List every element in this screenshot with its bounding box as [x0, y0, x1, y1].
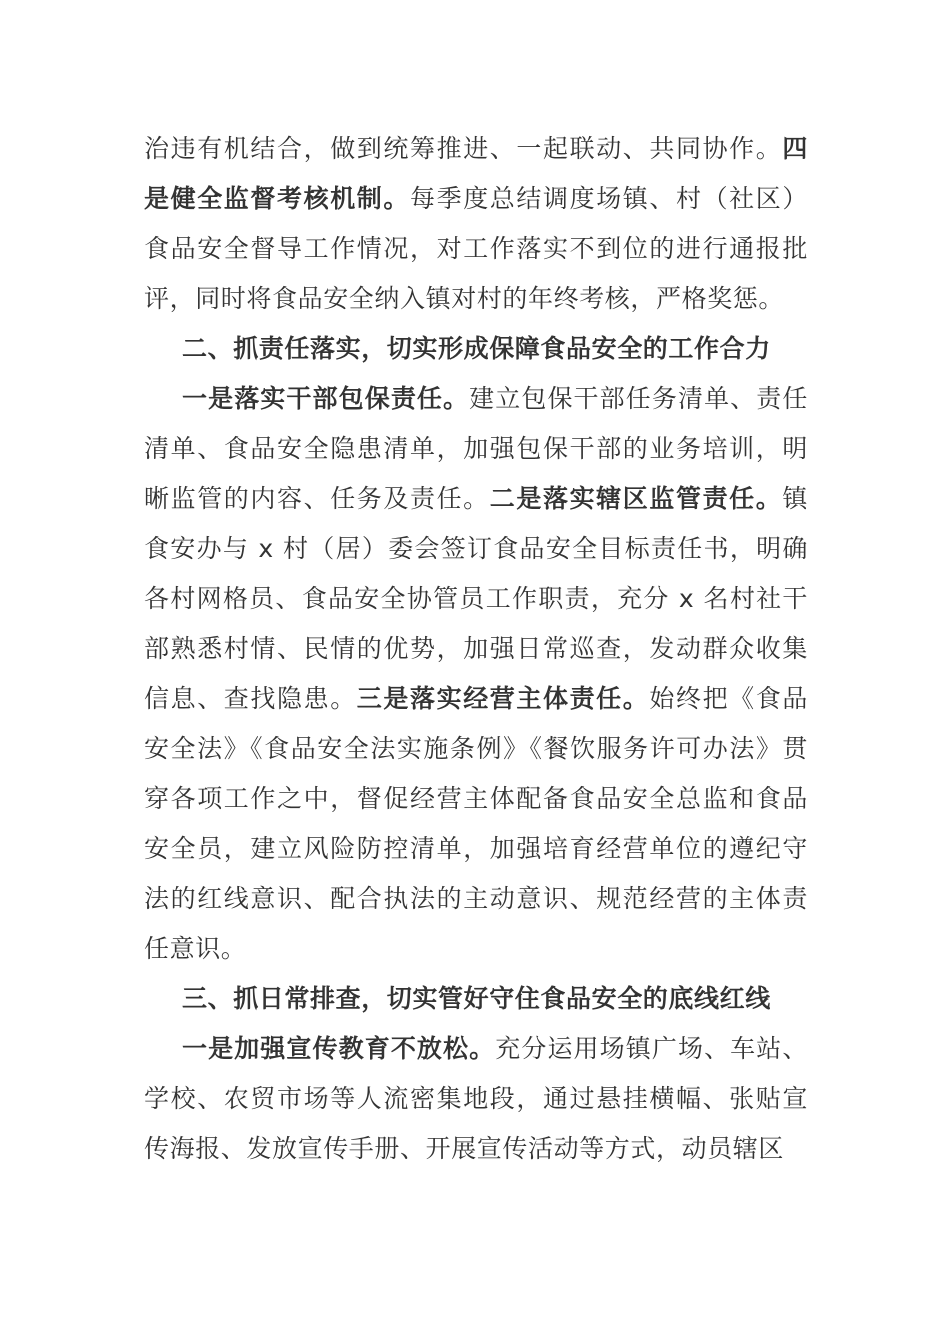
- bold-lead-phrase: 一是加强宣传教育不放松。: [182, 1034, 496, 1063]
- bold-lead-phrase: 一是落实干部包保责任。: [182, 384, 470, 413]
- bold-lead-phrase: 二是落实辖区监管责任。: [489, 484, 783, 513]
- section-heading-3: 三、抓日常排查，切实管好守住食品安全的底线红线: [182, 984, 771, 1013]
- text-segment: 镇食安办与 x 村（居）委会签订食品安全目标责任书，明确各村网格员、食品安全协管员工作职责，充分 x 名村社干部熟悉村情、民情的优势，加强日常巡查，发动群众收集信息、查找隐患。: [144, 484, 808, 713]
- section-heading-2: 二、抓责任落实，切实形成保障食品安全的工作合力: [182, 334, 771, 363]
- paragraph-inspection: [144, 1024, 808, 1174]
- paragraph-continuation: [144, 124, 808, 324]
- text-segment: 治违有机结合，做到统筹推进、一起联动、共同协作。: [144, 134, 783, 163]
- text-segment: 建立包保干部任务清单、责任清单、食品安全隐患清单，加强包保干部的业务培训，明晰监管的内容、任务及责任。: [144, 384, 808, 513]
- text-segment: 始终把《食品安全法》《食品安全法实施条例》《餐饮服务许可办法》贯穿各项工作之中，督促经营主体配备食品安全总监和食品安全员，建立风险防控清单，加强培育经营单位的遵纪守法的红线意识、配合执法的主动意识、规范经营的主体责任意识。: [144, 684, 808, 963]
- text-segment: 每季度总结调度场镇、村（社区）食品安全督导工作情况，对工作落实不到位的进行通报批评，同时将食品安全纳入镇对村的年终考核，严格奖惩。: [144, 184, 808, 313]
- bold-lead-phrase: 四是健全监督考核机制。: [144, 134, 808, 213]
- document-page: [144, 124, 808, 1174]
- text-segment: 充分运用场镇广场、车站、学校、农贸市场等人流密集地段，通过悬挂横幅、张贴宣传海报、发放宣传手册、开展宣传活动等方式，动员辖区: [144, 1034, 808, 1163]
- bold-lead-phrase: 三是落实经营主体责任。: [356, 684, 650, 713]
- paragraph-responsibility: [144, 374, 808, 974]
